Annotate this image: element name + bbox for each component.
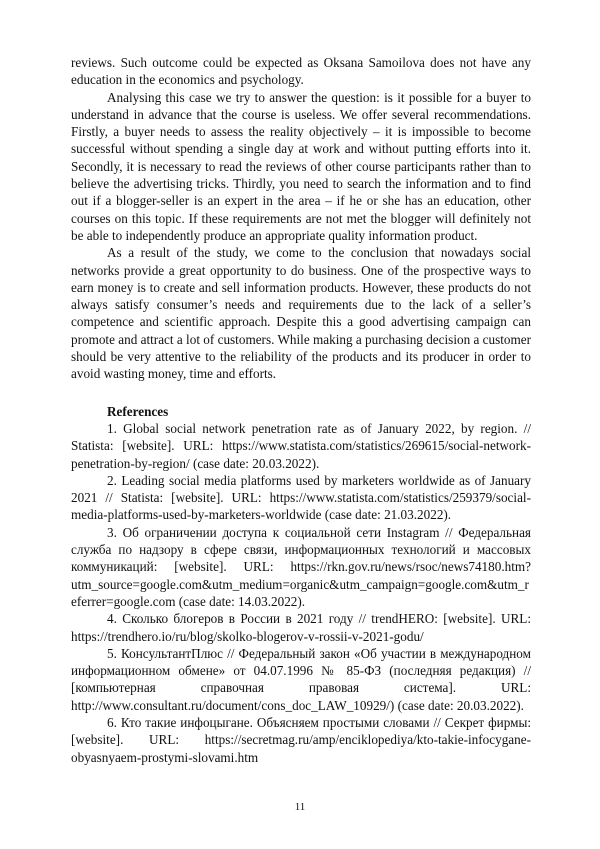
references-heading: References [107, 403, 169, 419]
page-content [71, 54, 531, 766]
reference-item-5: 5. КонсультантПлюс // Федеральный закон «Об участии в международном информационном обмене» от 04.07.1996 № 85-ФЗ (последняя редакция) // [компьютерная справочная правовая система]. URL: http://www.consultant.ru/document/cons_doc_LAW_10929/) (case date: 20.03.2022). [71, 645, 531, 713]
reference-item-2: 2. Leading social media platforms used by marketers worldwide as of January 2021 // Statista: [website]. URL: https://www.statista.com/statistics/259379/social-media-platforms-used-by-marketers-worldwide (case date: 21.03.2022). [71, 472, 531, 523]
page-number: 11 [294, 801, 306, 813]
body-paragraph-2: Analysing this case we try to answer the question: is it possible for a buyer to understand in advance that the course is useless. We offer several recommendations. Firstly, a buyer needs to assess the reality objectively – it is impossible to become successful without spending a single day at work and without putting efforts into it. Secondly, it is necessary to read the reviews of other course participants rather than to believe the advertising tricks. Thirdly, you need to search the information and to find out if a blogger-seller is an expert in the area – if he or she has an education, other courses on this topic. If these requirements are not met the blogger will definitely not be able to independently produce an appropriate quality information product. [71, 89, 531, 243]
body-paragraph-1: reviews. Such outcome could be expected as Oksana Samoilova does not have any education in the economics and psychology. [71, 55, 531, 88]
reference-item-4: 4. Сколько блогеров в России в 2021 году // trendHERO: [website]. URL: https://trendhero.io/ru/blog/skolko-blogerov-v-rossii-v-2021-godu/ [71, 611, 531, 644]
reference-item-6: 6. Кто такие инфоцыгане. Объясняем простыми словами // Секрет фирмы: [website]. URL: https://secretmag.ru/amp/enciklopediya/kto-takie-infocygane-obyasnyaem-prostymi-slovami.htm [71, 714, 531, 765]
reference-item-1: 1. Global social network penetration rate as of January 2022, by region. // Statista: [website]. URL: https://www.statista.com/statistics/269615/social-network-penetration-by-region/ (case date: 20.03.2022). [71, 420, 531, 471]
body-paragraph-3: As a result of the study, we come to the conclusion that nowadays social networks provide a great opportunity to do business. One of the prospective ways to earn money is to create and sell information products. However, these products do not always satisfy consumer’s needs and requirements due to the lack of a seller’s competence and scientific approach. Despite this a good advertising campaign can promote and attract a lot of customers. While making a purchasing decision a customer should be very attentive to the reliability of the products and its producer in order to avoid wasting money, time and efforts. [71, 245, 531, 382]
section-gap [71, 383, 531, 403]
reference-item-3: 3. Об ограничении доступа к социальной сети Instagram // Федеральная служба по надзору в сфере связи, информационных технологий и массовых коммуникаций: [website]. URL: https://rkn.gov.ru/news/rsoc/news74180.htm?utm_source=google.com&utm_medium=organic&utm_campaign=google.com&utm_referrer=google.com (case date: 14.03.2022). [71, 524, 531, 609]
